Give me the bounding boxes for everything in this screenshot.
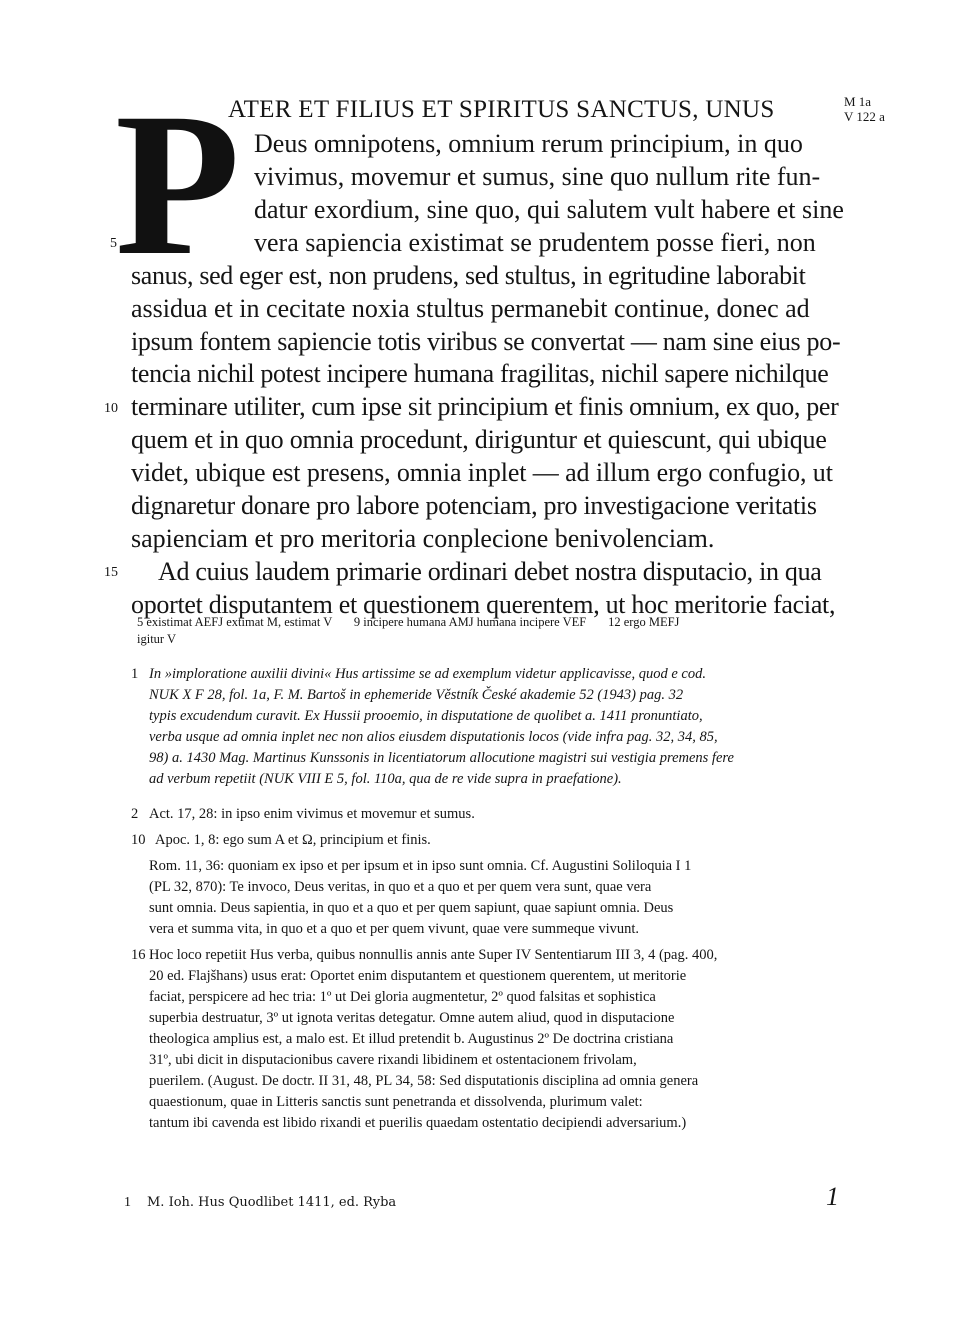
note-rom — [131, 856, 836, 940]
note-line: puerilem. (August. De doctr. II 31, 48, PL 34, 58: Sed disputationis disciplina ad omnia genera — [149, 1073, 699, 1089]
main-text-line: datur exordium, sine quo, qui salutem vult habere et sine — [254, 195, 844, 224]
note-line: 31º, ubi dicit in disputacionibus cavere rixandi libidinem et ostentacionem frivolam, — [149, 1052, 637, 1068]
note-1 — [131, 664, 836, 790]
note-line: Act. 17, 28: in ipso enim vivimus et movemur et sumus. — [149, 806, 475, 822]
note-line: verba usque ad omnia inplet nec non alios eiusdem disputationis locos (vide infra pag. 32, 34, 85, — [149, 729, 718, 745]
line-number: 5 — [110, 236, 117, 251]
main-text-line: vivimus, movemur et sumus, sine quo nullum rite fun- — [254, 162, 821, 191]
main-text-line: sanus, sed eger est, non prudens, sed stultus, in egritudine laborabit — [131, 261, 806, 290]
main-text-line: dignaretur donare pro labore potenciam, pro investigacione veritatis — [131, 491, 817, 520]
main-text-line: vera sapiencia existimat se prudentem posse fieri, non — [254, 228, 816, 257]
note-line: Apoc. 1, 8: ego sum A et Ω, principium et finis. — [155, 832, 431, 848]
main-text-line: sapienciam et pro meritoria conplecione benivolenciam. — [131, 524, 715, 553]
siglum-line: V 122 a — [844, 109, 885, 124]
note-line: typis excudendum curavit. Ex Hussii prooemio, in disputatione de quolibet a. 1411 pronuntiato, — [149, 708, 703, 724]
main-text-line: Deus omnipotens, omnium rerum principium, in quo — [254, 129, 803, 158]
note-line: Rom. 11, 36: quoniam ex ipso et per ipsum et in ipso sunt omnia. Cf. Augustini Soliloquia I 1 — [149, 858, 692, 874]
main-text-line: tencia nichil potest incipere humana fragilitas, nichil sapere nichilque — [131, 359, 829, 388]
drop-cap: P — [115, 71, 241, 298]
note-line: superbia destruatur, 3º ut ignota veritas detegatur. Omne autem aliud, quod in disputacione — [149, 1010, 675, 1026]
note-number: 16 — [131, 947, 146, 963]
note-number: 10 — [131, 832, 146, 848]
note-line: tantum ibi cavenda est libido rixandi et puerilis quaedam ostentatio decipiendi adversarium.) — [149, 1115, 687, 1131]
note-line: (PL 32, 870): Te invoco, Deus veritas, in quo et a quo et per quem vera sunt, quae vera — [149, 879, 652, 895]
note-16 — [131, 945, 836, 1134]
main-text-line: oportet disputantem et questionem querentem, ut hoc meritorie faciat, — [131, 590, 836, 619]
main-text-line: Ad cuius laudem primarie ordinari debet nostra disputacio, in qua — [158, 557, 822, 586]
main-text-line: quem et in quo omnia procedunt, diriguntur et quiescunt, qui ubique — [131, 425, 827, 454]
main-text-line: terminare utiliter, cum ipse sit principium et finis omnium, ex quo, per — [131, 392, 839, 421]
apparatus-line: igitur V — [137, 632, 177, 646]
note-line: NUK X F 28, fol. 1a, F. M. Bartoš in ephemeride Věstník České akademie 52 (1943) pag. 32 — [149, 687, 684, 703]
note-line: 20 ed. Flajšhans) usus erat: Oportet enim disputantem et questionem querentem, ut meritorie — [149, 968, 687, 984]
note-line: quaestionum, quae in Litteris sanctis sunt penetranda et dissolvenda, plurimum valet: — [149, 1094, 643, 1110]
apparatus-line: 5 existimat AEFJ extimat M, estimat V 9 incipere humana AMJ humana incipere VEF 12 ergo MEFJ — [137, 615, 680, 629]
note-line: 98) a. 1430 Mag. Martinus Kunssonis in licentiatorum allocutione magistri sui vestigia premens fere — [149, 750, 734, 766]
note-line: theologica amplius est, a malo est. Et illud pretendit b. Augustinus 2º De doctrina cristiana — [149, 1031, 674, 1047]
note-line: Hoc loco repetiit Hus verba, quibus nonnullis annis ante Super IV Sententiarum III 3, 4 (pag. 400, — [149, 947, 718, 963]
note-line: sunt omnia. Deus sapientia, in quo et a quo et per quem sapiunt, quae sapiunt omnia. Deus — [149, 900, 674, 916]
critical-apparatus — [137, 614, 837, 648]
main-text-line: ATER ET FILIUS ET SPIRITUS SANCTUS, UNUS — [228, 96, 775, 123]
note-10 — [131, 830, 836, 851]
note-line: faciat, perspicere ad hec tria: 1º ut Dei gloria augmentetur, 2º quod falsitas et sophistica — [149, 989, 656, 1005]
sheet-number: 1 — [124, 1195, 131, 1210]
main-text-line: ipsum fontem sapiencie totis viribus se convertat — nam sine eius po- — [131, 327, 841, 356]
main-text-line: assidua et in cecitate noxia stultus permanebit continue, donec ad — [131, 294, 810, 323]
siglum-line: M 1a — [844, 94, 872, 109]
line-number: 15 — [104, 565, 118, 580]
main-text-line: videt, ubique est presens, omnia inplet — ad illum ergo confugio, ut — [131, 458, 833, 487]
line-number: 10 — [104, 401, 118, 416]
sheet-title: M. Ioh. Hus Quodlibet 1411, ed. Ryba — [147, 1195, 397, 1210]
note-line: ad verbum repetiit (NUK VIII E 5, fol. 110a, qua de re vide supra in praefatione). — [149, 771, 622, 787]
note-number: 1 — [131, 666, 139, 682]
margin-siglum — [844, 94, 885, 124]
page-number: 1 — [826, 1182, 839, 1211]
note-line: In »imploratione auxilii divini« Hus artissime se ad exemplum videtur applicavisse, quod e cod. — [149, 666, 706, 682]
note-2 — [131, 804, 836, 825]
note-number: 2 — [131, 806, 139, 822]
note-line: vera et summa vita, in quo et a quo et per quem vivunt, quae vere summeque vivunt. — [149, 921, 640, 937]
